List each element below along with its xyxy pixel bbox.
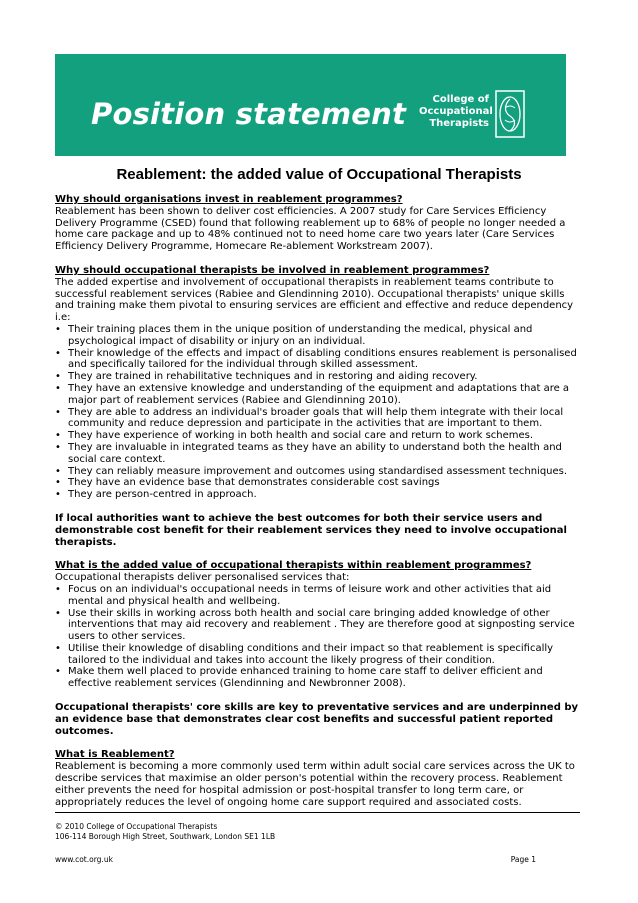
added-value-bullet-list	[55, 584, 580, 690]
list-item: • They are able to address an individual's broader goals that will help them integrate with their local community and reduce depression and participate in the activities that are important to them.	[55, 407, 580, 431]
position-statement-banner	[55, 54, 566, 156]
section-heading-involved: Why should occupational therapists be involved in reablement programmes?	[55, 264, 490, 276]
footer-copyright: © 2010 College of Occupational Therapists	[55, 822, 218, 831]
section-heading-invest: Why should organisations invest in reablement programmes?	[55, 194, 403, 205]
list-item: • They are invaluable in integrated teams as they have an ability to understand both the health and social care context.	[55, 442, 580, 466]
list-item: • They can reliably measure improvement and outcomes using standardised assessment techniques.	[55, 466, 580, 478]
involvement-bullet-list	[55, 324, 580, 501]
callout-local-authorities: If local authorities want to achieve the best outcomes for both their service users and demonstrable cost benefit for their reablement services they need to involve occupational therapists.	[55, 512, 567, 548]
footer-website[interactable]: www.cot.org.uk	[55, 855, 113, 864]
list-item: • They have an extensive knowledge and understanding of the equipment and adaptations that are a major part of reablement services (Rabiee and Glendinning 2010).	[55, 383, 580, 407]
brand-line-1: College of	[432, 94, 489, 105]
section-heading-added-value: What is the added value of occupational therapists within reablement programmes?	[55, 560, 532, 572]
document-body	[55, 194, 580, 808]
college-crest-icon	[495, 90, 525, 138]
footer-address: 106-114 Borough High Street, Southwark, London SE1 1LB	[55, 832, 276, 841]
list-item: • They are trained in rehabilitative techniques and in restoring and aiding recovery.	[55, 371, 580, 383]
footer-divider	[55, 812, 580, 813]
list-item: • They have experience of working in both health and social care and return to work schemes.	[55, 430, 580, 442]
list-item: • Focus on an individual's occupational needs in terms of leisure work and other activities that aid mental and physical health and wellbeing.	[55, 584, 580, 608]
section-intro-added-value: Occupational therapists deliver personalised services that:	[55, 572, 350, 584]
section-heading-what-is-reablement: What is Reablement?	[55, 749, 175, 761]
list-item: • They are person-centred in approach.	[55, 489, 580, 501]
list-item: • Use their skills in working across both health and social care bringing added knowledge of other interventions that may aid recovery and reablement . They are therefore good at signposting service users to other services.	[55, 608, 580, 643]
list-item: • Their training places them in the unique position of understanding the medical, physical and psychological impact of disability or injury on an individual.	[55, 324, 580, 348]
banner-title: Position statement	[91, 97, 407, 131]
section-body-invest: Reablement has been shown to deliver cost efficiencies. A 2007 study for Care Services Efficiency Delivery Programme (CSED) found that following reablement up to 68% of people no longer needed a home care package and up to 48% continued not to need home care two years later (Care Services Efficiency Delivery Programme, Homecare Re-ablement Workstream 2007).	[55, 205, 566, 253]
brand-name	[419, 94, 493, 130]
page-number: Page 1	[510, 855, 536, 864]
brand-line-3: Therapists	[429, 118, 489, 129]
section-body-what-is-reablement: Reablement is becoming a more commonly used term within adult social care services across the UK to describe services that maximise an older person's potential within the recovery process. Reablement either prevents the need for hospital admission or post-hospital transfer to long term care, or appropriately reduces the level of ongoing home care support required and associated costs.	[55, 761, 575, 808]
document-title: Reablement: the added value of Occupational Therapists	[116, 166, 522, 183]
section-body-involved: The added expertise and involvement of occupational therapists in reablement teams contribute to successful reablement services (Rabiee and Glendinning 2010). Occupational therapists' unique skills and training make them pivotal to ensuring services are efficient and effective and reduce dependency i.e:	[55, 276, 574, 324]
list-item: • Their knowledge of the effects and impact of disabling conditions ensures reablement is personalised and specifically tailored for the individual through skilled assessment.	[55, 348, 580, 372]
list-item: • Utilise their knowledge of disabling conditions and their impact so that reablement is specifically tailored to the individual and takes into account the likely progress of their condition.	[55, 643, 580, 667]
callout-core-skills: Occupational therapists' core skills are key to preventative services and are underpinned by an evidence base that demonstrates clear cost benefits and successful patient reported outcomes.	[55, 702, 579, 737]
list-item: • Make them well placed to provide enhanced training to home care staff to deliver efficient and effective reablement services (Glendinning and Newbronner 2008).	[55, 666, 580, 690]
list-item: • They have an evidence base that demonstrates considerable cost savings	[55, 477, 580, 489]
brand-line-2: Occupational	[419, 106, 493, 117]
